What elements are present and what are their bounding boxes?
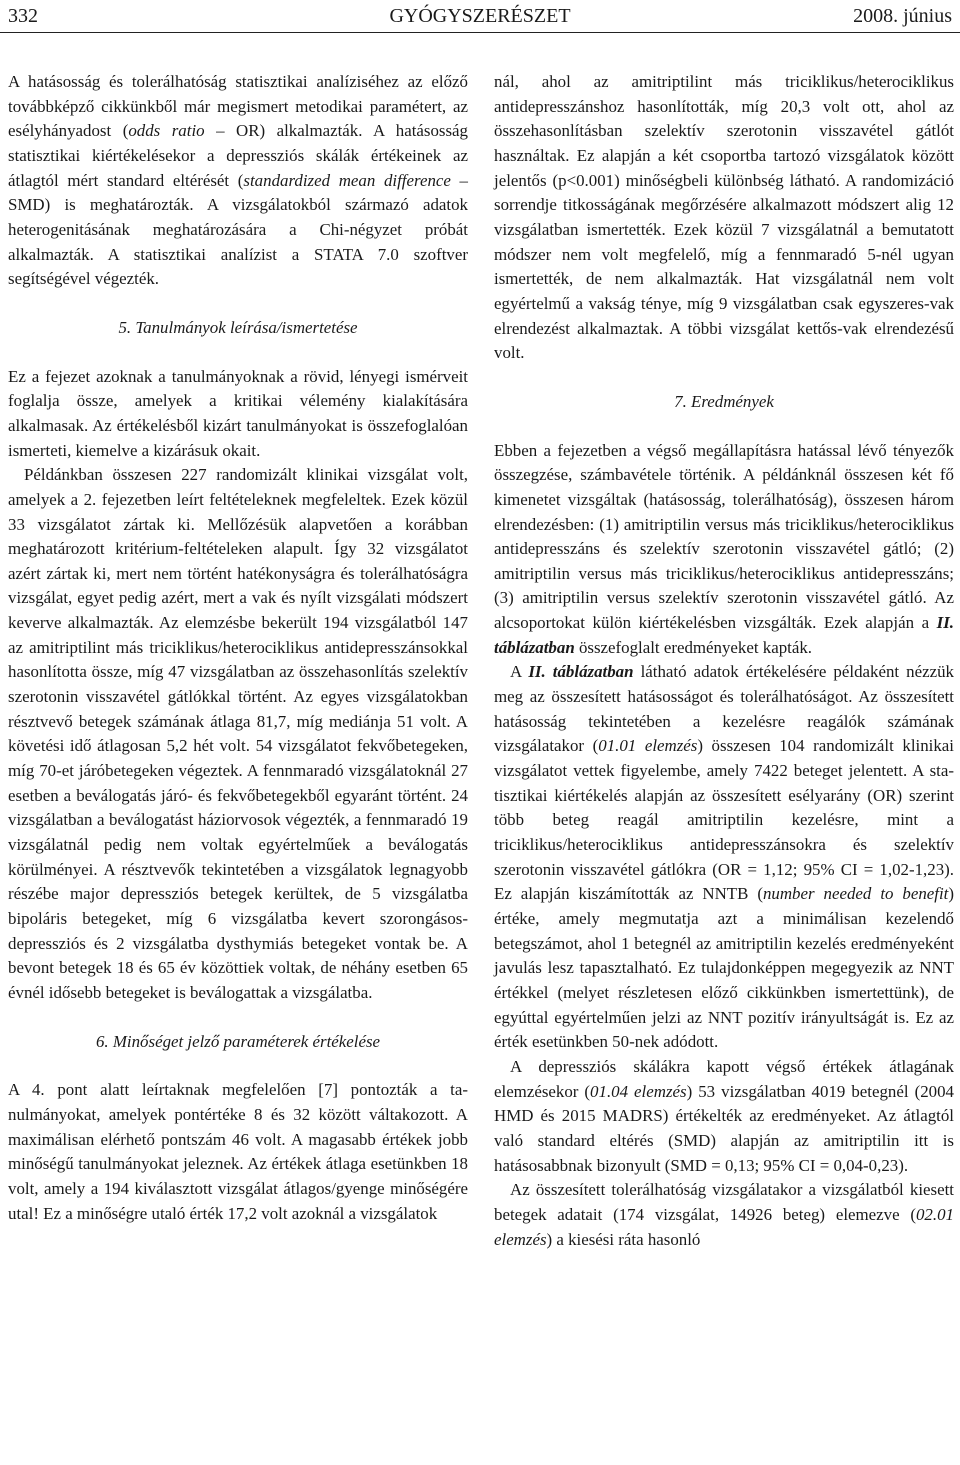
section-heading-6: 6. Minőséget jelző paraméterek értékelése: [95, 1031, 381, 1051]
text-run: ) értéke, amely megmutatja azt a minimálisan kezelendő betegszámot, ahol 1 betegnél az amitriptilin kezelés eredményeként javulás lesz tapasztalható. Ez tulajdonképpen megegyezik az NNT értékkel (melyet részletesen előző cikkünkben ismertettünk), de egyúttal egyértelműen jelzi az NNT pozitív irányultságát is. Ez az érték esetünkben 50-nek adódott.: [494, 884, 954, 1052]
odds-ratio-term: odds ratio –: [128, 121, 225, 141]
text-run: SMD) is meghatározták. A vizsgálatokból származó adatok heterogenitásának meghatározására a Chi-négyzet próbát alkalmazták. A statisztikai analízist a STATA 7.0 szoftver segítségével végezték.: [8, 195, 468, 289]
journal-title: GYÓGYSZERÉSZET: [389, 5, 571, 27]
text-run: ) a kiesési ráta hasonló: [546, 1229, 701, 1249]
studies-intro-paragraph: Ez a fejezet azoknak a tanulmányoknak a rövid, lényegi ismérveit foglalja össze, amelyek a kritikai vélemény kialakítására alkalmasak. Az értékelésből kizárt tanulmányokat is összefoglalóan ismerteti, kiemelve a kizárásuk okait.: [8, 366, 468, 460]
text-run: Az összesített tolerálhatóság vizsgálatakor a vizsgálatból kiesett betegek adatait (174 vizsgálat, 14926 beteg) elemezve (: [494, 1180, 954, 1224]
efficacy-paragraph: [494, 660, 954, 1055]
methods-paragraph: [8, 70, 468, 292]
nntb-term: number needed to benefit: [762, 884, 949, 904]
analysis-reference: 01.01 elemzés: [598, 736, 698, 756]
text-run: látható adatok értékelésére példaként nézzük meg az összesített hatásosságot és tolerálhatóságot. Az összesített hatásosság tekintetében a kezelésre reagálók számának vizsgálatakor (: [494, 662, 954, 756]
text-run: Ebben a fejezetben a végső megállapításra hatással lévő tényezők összegzése, számbavétele történik. A példánknál összesen két fő kimenetet vizsgáltak (hatásosság, tolerálhatóság), összesen három elrendezésben: (1) amitriptilin versus más triciklikus/heterociklikus antidepresszáns és szelektív szerotonin visszavétel gátló; (2) amitriptilin versus más triciklikus/heterociklikus antidepresszáns; (3) amitriptilin versus szelektív szerotonin visszavétel gátló. Az alcsoportokat külön kiértékelésben vizsgálták. Ezek alapján a: [494, 440, 954, 633]
results-intro-paragraph: [494, 439, 954, 661]
quality-paragraph: A 4. pont alatt leírtaknak megfelelően [7] pontozták a tanulmányokat, amelyek pontértéke 8 és 32 között váltakozott. A maximálisan elérhető pontszám 46 volt. A magasabb értékek jobb minőségű tanulmányokat jeleznek. Az értékek átlaga esetünkben 18 volt, amely a 194 kiválasztott vizsgálat átlagos/gyenge minőségére utal! Ez a minőségre utaló érték 17,2 volt azoknál a vizsgálatok: [8, 1080, 468, 1223]
text-run: ) 53 vizsgálatban 4019 betegnél (2004 HMD és 2015 MADRS) értékelték az eredményeket. Az átlagtól való standard eltérés (SMD) alapján az amitriptilin itt is hatásosabbnak bizonyult (SMD = 0,13; 95% CI = 0,04-0,23).: [494, 1081, 954, 1175]
analysis-reference: 02.01 elemzés: [494, 1204, 954, 1249]
depression-scale-paragraph: [494, 1055, 954, 1178]
section-heading-7: 7. Eredmények: [674, 391, 774, 411]
quality-continued-paragraph: nál, ahol az amitriptilint más triciklikus/heterociklikus antidepresszánshoz hasonlították, míg 20,3 volt ott, ahol az összehasonlításban szelektív szerotonin visszavétel gátlót használtak. Ez alapján a két csoportba tartozó vizsgálatok között jelentős (p<0.001) minőségbeli különbség látható. A randomizáció sorrendje titkosságának megőrzésére alkalmazott módszert alig 12 vizsgálatban ismertették. Ezek közül 7 vizsgálatnál a bemutatott módszer nem volt megfelelő, míg a fennmaradó 5-nél ugyan ismertették, de nem alkalmazták. Hat vizsgálatnál nem volt egyértelmű a vakság ténye, míg 9 vizsgálatban csak egyszeres-vak elrendezést alkalmaztak. A többi vizsgálat kettős-vak elrendezésű volt.: [494, 72, 954, 363]
text-run: OR) alkalmazták. A hatásosság statisztikai kiértékelésekor a depressziós skálák értékeinek az átlagtól mért standard eltérését (: [8, 121, 468, 190]
left-column: [8, 70, 468, 1226]
text-run: A depressziós skálákra kapott végső értékek átlagának elemzésekor (: [494, 1056, 954, 1101]
issue-date: 2008. június: [853, 5, 952, 27]
smd-term: standardized mean difference –: [243, 170, 468, 190]
page-number: 332: [8, 5, 38, 27]
table-reference: II. táblázatban: [494, 613, 954, 657]
tolerability-paragraph: [494, 1178, 954, 1252]
text-run: ) összesen 104 randomizált klinikai vizsgálatot vettek figyelembe, amely 7422 beteget jelentett. A statisztikai kiértékelés alapján az összesített esélyarány (OR) szerint több beteg reagál amitriptilin kezelésre, mint a triciklikus/heterociklikus antidepresszánsokra és szelektív szerotonin visszavétel gátlókra (OR = 1,12; 95% CI = 1,02-1,23). Ez alapján kiszámították az NNTB (: [494, 736, 954, 904]
header-rule: [0, 32, 960, 33]
text-run: A hatásosság és tolerálhatóság statisztikai analíziséhez az előző továbbképző cikkünkből már megismert metodikai paramétert, az esélyhányadost (: [8, 72, 468, 141]
table-reference: II. táblázatban: [528, 662, 634, 682]
analysis-reference: 01.04 elemzés: [590, 1081, 687, 1101]
text-run: A: [510, 662, 529, 682]
right-column: [494, 70, 954, 1252]
running-header: [8, 2, 952, 30]
text-run: összefoglalt eredményeket kapták.: [574, 637, 813, 657]
studies-detail-paragraph: Példánkban összesen 227 randomizált klinikai vizsgálat volt, amelyek a 2. fejezetben leírt feltételeknek megfeleltek. Ezek közül 33 vizsgálatot zártak ki. Mellőzésük alapvetően a korábban meghatározott kritérium-feltételeken alapult. Így 32 vizsgálatot azért zártak ki, mert nem történt hatékonyságra és tolerálhatóságra vizsgálat, egyet pedig azért, mert a vak és nyílt vizsgálati módszert keverve alkalmazták. Az elemzésbe bekerült 194 vizsgálatból 147 az amitriptilint más triciklikus/heterociklikus antidepresszánsokkal hasonlította össze, míg 47 vizsgálatban az összehasonlítás szelektív szerotonin visszavétel gátlókkal történt. Az egyes vizsgálatokban résztvevő betegek számának átlaga 81,7, míg mediánja 51 volt. A követési idő átlagosan 5,2 hét volt. 54 vizsgálatot fekvőbetegeken, míg 70-et járóbetegeken végeztek. A fennmaradó vizsgálatoknál 27 esetben a beválogatás járó- és fekvőbetegekből egyaránt történt. 24 vizsgálatban a beválogatást háziorvosok végezték, a fennmaradó 19 vizsgálatnál pedig nem voltak egyértelműek a beválogatás körülményei. A résztvevők tekintetében a vizsgálatok legnagyobb részébe major depressziós betegek kerültek, de 5 vizsgálatba bipoláris betegeket, míg 6 vizsgálatba kevert szorongásos-depressziós és 2 vizsgálatba dysthymiás betegeket vontak be. A bevont betegek 18 és 65 év közöttiek voltak, de néhány esetben 65 évnél idősebb betegeket is beválogattak a vizsgálatba.: [8, 465, 468, 1002]
section-heading-5: 5. Tanulmányok leírása/ismertetése: [118, 317, 358, 337]
